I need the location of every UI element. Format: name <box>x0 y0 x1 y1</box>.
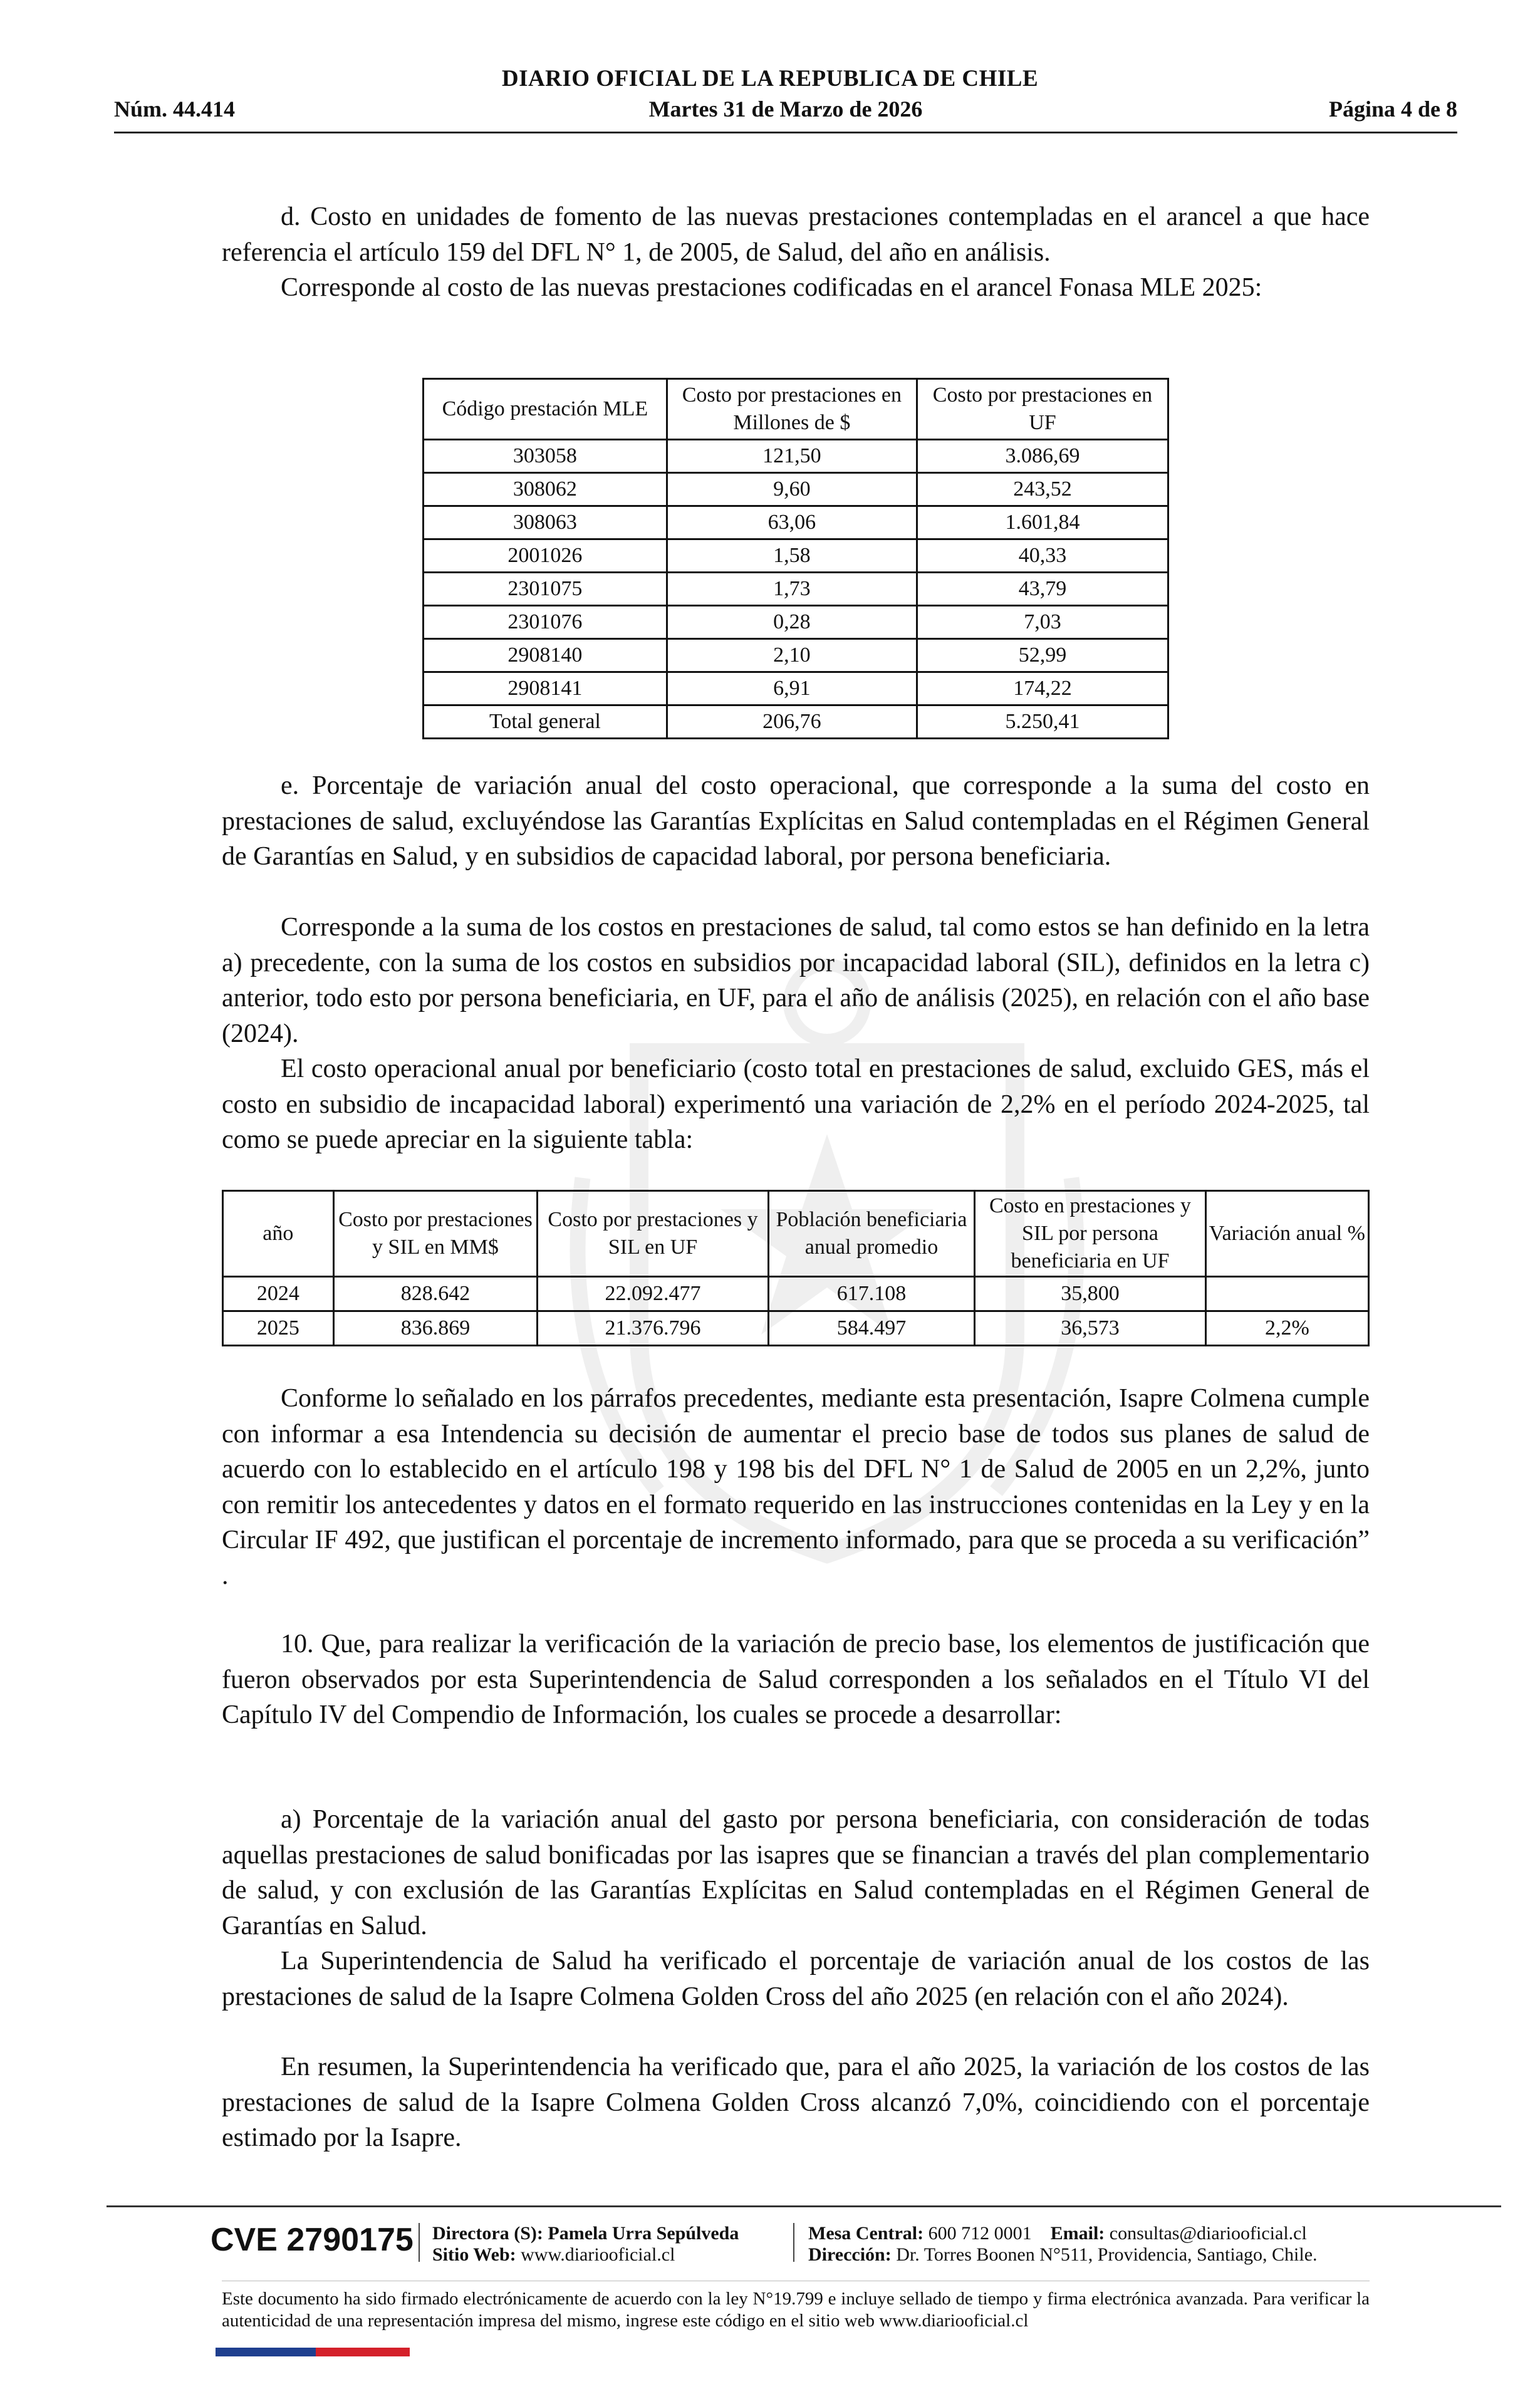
cell: 2908141 <box>424 672 667 705</box>
cell: 206,76 <box>667 705 917 739</box>
cell: 2908140 <box>424 639 667 672</box>
table-header-row <box>424 379 1168 440</box>
table-row <box>424 573 1168 606</box>
col-header-code: Código prestación MLE <box>424 379 667 440</box>
cell: 828.642 <box>333 1277 538 1311</box>
header-row <box>114 96 1457 125</box>
cell: 22.092.477 <box>538 1277 769 1311</box>
footer-separator <box>419 2223 420 2262</box>
col-header-cost-uf: Costo por prestaciones en UF <box>917 379 1168 440</box>
page-number: Página 4 de 8 <box>1328 96 1457 122</box>
cell: 303058 <box>424 440 667 473</box>
cell: 617.108 <box>768 1277 974 1311</box>
section-a-paragraph-1: a) Porcentaje de la variación anual del gasto por persona beneficiaria, con consideración de todas aquellas prestaciones de salud bonificadas por las isapres que se financian a través del plan complementario de salud, y con exclusión de las Garantías Explícitas en Salud contempladas en el Régimen General de Garantías en Salud. <box>222 1805 1370 1940</box>
header-divider <box>114 132 1457 133</box>
mesa-label: Mesa Central: <box>808 2223 924 2244</box>
cell: 21.376.796 <box>538 1311 769 1346</box>
cell: 6,91 <box>667 672 917 705</box>
site-link[interactable]: www.diariooficial.cl <box>521 2244 675 2265</box>
cell: 63,06 <box>667 506 917 539</box>
issue-date: Martes 31 de Marzo de 2026 <box>648 96 923 122</box>
col-header-cost-millions: Costo por prestaciones en Millones de $ <box>667 379 917 440</box>
cell: 2025 <box>223 1311 334 1346</box>
cell: 40,33 <box>917 539 1168 573</box>
col-header-variation: Variación anual % <box>1205 1191 1368 1277</box>
email-link[interactable]: consultas@diariooficial.cl <box>1109 2223 1307 2244</box>
table-total-row <box>424 705 1168 739</box>
issue-number: Núm. 44.414 <box>114 96 236 122</box>
footer-contact-block <box>808 2223 1318 2266</box>
operational-cost-table <box>222 1190 1370 1346</box>
cell: 243,52 <box>917 473 1168 506</box>
table-row <box>424 672 1168 705</box>
cell: 2301075 <box>424 573 667 606</box>
site-label: Sitio Web: <box>432 2244 516 2265</box>
cell: Total general <box>424 705 667 739</box>
cell: 836.869 <box>333 1311 538 1346</box>
address-label: Dirección: <box>808 2244 892 2265</box>
cell: 2001026 <box>424 539 667 573</box>
cell: 308062 <box>424 473 667 506</box>
cell: 0,28 <box>667 606 917 639</box>
flag-stripe-blue <box>216 2348 316 2356</box>
footer-separator <box>793 2223 794 2262</box>
cve-code: CVE 2790175 <box>211 2222 414 2258</box>
table-row <box>424 506 1168 539</box>
legal-notice: Este documento ha sido firmado electrónicamente de acuerdo con la ley N°19.799 e incluye sellado de tiempo y firma electrónica avanzada. Para verificar la autenticidad de una representación impresa del mismo, ingrese este código en el sitio web www.diariooficial.cl <box>222 2289 1370 2331</box>
cell: 1.601,84 <box>917 506 1168 539</box>
table-row <box>424 606 1168 639</box>
cell: 7,03 <box>917 606 1168 639</box>
flag-stripe-red <box>316 2348 410 2356</box>
table-row <box>424 639 1168 672</box>
cell: 308063 <box>424 506 667 539</box>
section-10-paragraph: 10. Que, para realizar la verificación de la variación de precio base, los elementos de justificación que fueron observados por esta Superintendencia de Salud corresponden a los señalados en el Título VI del Capítulo IV del Compendio de Información, los cuales se procede a desarrollar: <box>222 1630 1370 1729</box>
cell: 35,800 <box>975 1277 1206 1311</box>
section-d-paragraph-1: d. Costo en unidades de fomento de las nuevas prestaciones contempladas en el arancel a que hace referencia el artículo 159 del DFL N° 1, de 2005, de Salud, del año en análisis. <box>222 202 1370 267</box>
cell: 584.497 <box>768 1311 974 1346</box>
table-row <box>424 440 1168 473</box>
table-header-row <box>223 1191 1369 1277</box>
cell: 2301076 <box>424 606 667 639</box>
footer-divider <box>107 2205 1501 2207</box>
col-header-cost-uf: Costo por prestaciones y SIL en UF <box>538 1191 769 1277</box>
cell: 1,58 <box>667 539 917 573</box>
email-label: Email: <box>1050 2223 1105 2244</box>
director-label: Directora (S): <box>432 2223 543 2244</box>
section-e-paragraph-1: e. Porcentaje de variación anual del costo operacional, que corresponde a la suma del costo en prestaciones de salud, excluyéndose las Garantías Explícitas en Salud contempladas en el Régimen General de Garantías en Salud, y en subsidios de capacidad laboral, por persona beneficiaria. <box>222 771 1370 871</box>
conclusion-paragraph: Conforme lo señalado en los párrafos precedentes, mediante esta presentación, Isapre Colmena cumple con informar a esa Intendencia su decisión de aumentar el precio base de todos sus planes de salud de acuerdo con lo establecido en el artículo 198 y 198 bis del DFL N° 1 de Salud de 2005 en un 2,2%, junto con remitir los antecedentes y datos en el formato requerido en las instrucciones contenidas en la Ley y en la Circular IF 492, que justifican el porcentaje de incremento informado, para que se proceda a su verificación” . <box>222 1384 1370 1590</box>
cell: 9,60 <box>667 473 917 506</box>
cell: 1,73 <box>667 573 917 606</box>
cell <box>1205 1277 1368 1311</box>
table-row <box>223 1277 1369 1311</box>
table-row <box>424 539 1168 573</box>
newspaper-title: DIARIO OFICIAL DE LA REPUBLICA DE CHILE <box>501 66 1039 91</box>
cell: 121,50 <box>667 440 917 473</box>
cell: 2,2% <box>1205 1311 1368 1346</box>
section-e-paragraph-2: Corresponde a la suma de los costos en prestaciones de salud, tal como estos se han definido en la letra a) precedente, con la suma de los costos en subsidios por incapacidad laboral (SIL), definidos en la letra c) anterior, todo esto por persona beneficiaria, en UF, para el año de análisis (2025), en relación con el año base (2024). <box>222 913 1370 1048</box>
section-a-paragraph-3: En resumen, la Superintendencia ha verificado que, para el año 2025, la variación de los costos de las prestaciones de salud de la Isapre Colmena Golden Cross alcanzó 7,0%, coincidiendo con el porcentaje estimado por la Isapre. <box>222 2053 1370 2152</box>
table-row <box>424 473 1168 506</box>
cell: 5.250,41 <box>917 705 1168 739</box>
cell: 36,573 <box>975 1311 1206 1346</box>
section-d-paragraph-2: Corresponde al costo de las nuevas prestaciones codificadas en el arancel Fonasa MLE 2025: <box>281 273 1262 302</box>
address-value: Dr. Torres Boonen N°511, Providencia, Santiago, Chile. <box>896 2244 1318 2265</box>
section-e-paragraph-3: El costo operacional anual por beneficiario (costo total en prestaciones de salud, excluido GES, más el costo en subsidio de incapacidad laboral) experimentó una variación de 2,2% en el período 2024-2025, tal como se puede apreciar en la siguiente tabla: <box>222 1054 1370 1154</box>
section-a-paragraph-2: La Superintendencia de Salud ha verificado el porcentaje de variación anual de los costos de las prestaciones de salud de la Isapre Colmena Golden Cross del año 2025 (en relación con el año 2024). <box>222 1947 1370 2011</box>
cell: 3.086,69 <box>917 440 1168 473</box>
director-name: Pamela Urra Sepúlveda <box>548 2223 739 2244</box>
mesa-phone: 600 712 0001 <box>928 2223 1032 2244</box>
table-row <box>223 1311 1369 1346</box>
cell: 174,22 <box>917 672 1168 705</box>
col-header-cost-per-person: Costo en prestaciones y SIL por persona beneficiaria en UF <box>975 1191 1206 1277</box>
col-header-year: año <box>223 1191 334 1277</box>
new-services-cost-table <box>422 378 1169 739</box>
col-header-cost-mm: Costo por prestaciones y SIL en MM$ <box>333 1191 538 1277</box>
cell: 43,79 <box>917 573 1168 606</box>
cell: 2,10 <box>667 639 917 672</box>
footer-director-block <box>432 2223 739 2266</box>
cell: 52,99 <box>917 639 1168 672</box>
cell: 2024 <box>223 1277 334 1311</box>
col-header-population: Población beneficiaria anual promedio <box>768 1191 974 1277</box>
